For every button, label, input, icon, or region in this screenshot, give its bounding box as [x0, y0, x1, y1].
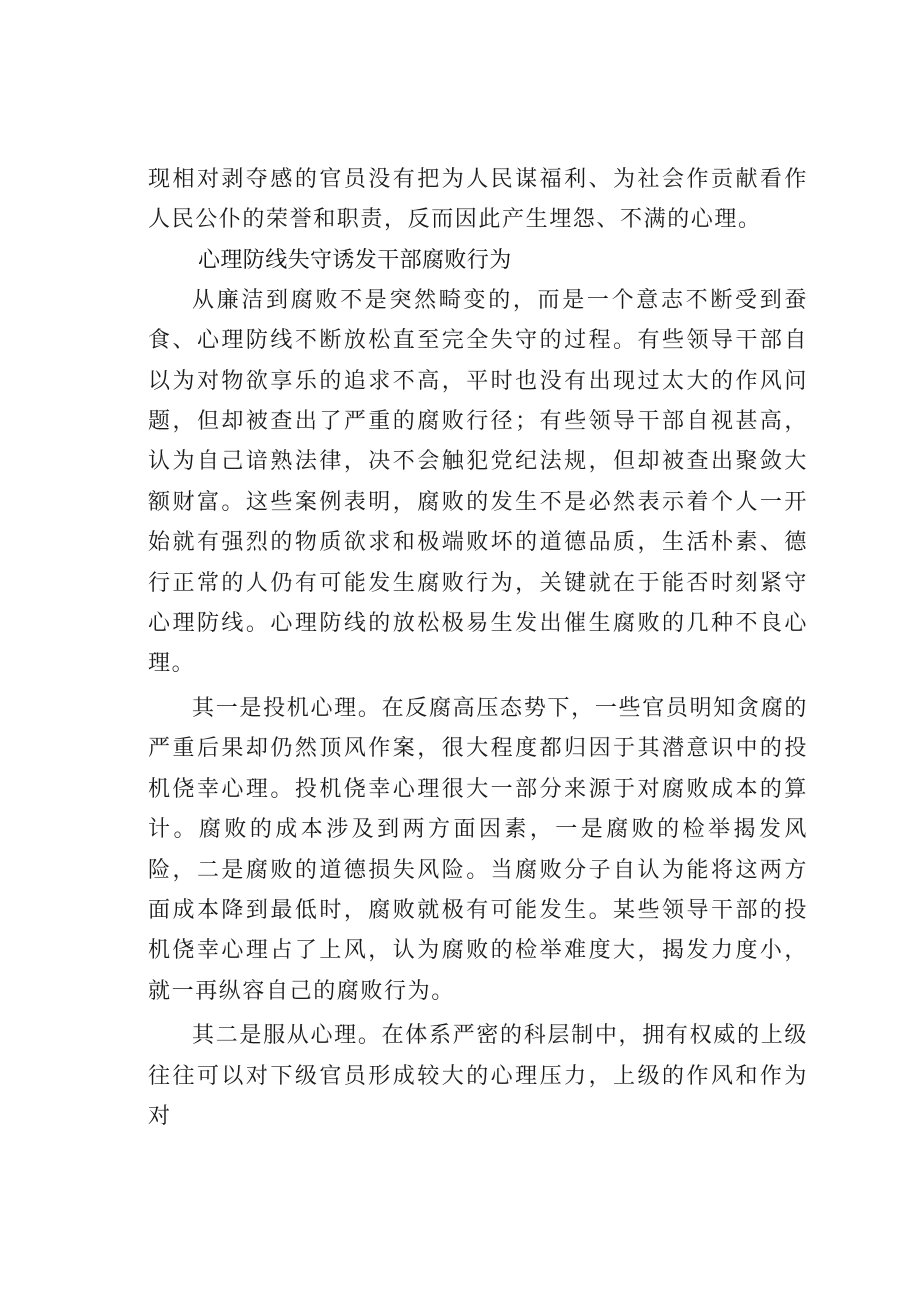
document-body: [148, 160, 808, 1137]
paragraph-obedience-mentality: 其二是服从心理。在体系严密的科层制中，拥有权威的上级往往可以对下级官员形成较大的心理压力，上级的作风和作为对: [148, 1023, 808, 1129]
paragraph-speculative-mentality: 其一是投机心理。在反腐高压态势下，一些官员明知贪腐的严重后果却仍然顶风作案，很大程度都归因于其潜意识中的投机侥幸心理。投机侥幸心理很大一部分来源于对腐败成本的算计。腐败的成本涉及到两方面因素，一是腐败的检举揭发风险，二是腐败的道德损失风险。当腐败分子自认为能将这两方面成本降到最低时，腐败就极有可能发生。某些领导干部的投机侥幸心理占了上风，认为腐败的检举难度大，揭发力度小，就一再纵容自己的腐败行为。: [148, 695, 808, 1004]
paragraph-psychological-defense: 从廉洁到腐败不是突然畸变的，而是一个意志不断受到蚕食、心理防线不断放松直至完全失守的过程。有些领导干部自以为对物欲享乐的追求不高，平时也没有出现过太大的作风问题，但却被查出了严重的腐败行径；有些领导干部自视甚高，认为自己谙熟法律，决不会触犯党纪法规，但却被查出聚敛大额财富。这些案例表明，腐败的发生不是必然表示着个人一开始就有强烈的物质欲求和极端败坏的道德品质，生活朴素、德行正常的人仍有可能发生腐败行为，关键就在于能否时刻紧守心理防线。心理防线的放松极易生发出催生腐败的几种不良心理。: [148, 287, 808, 677]
paragraph-continuation: 现相对剥夺感的官员没有把为人民谋福利、为社会作贡献看作人民公仆的荣誉和职责，反而因此产生埋怨、不满的心理。: [148, 167, 808, 233]
section-heading: 心理防线失守诱发干部腐败行为: [198, 247, 512, 273]
